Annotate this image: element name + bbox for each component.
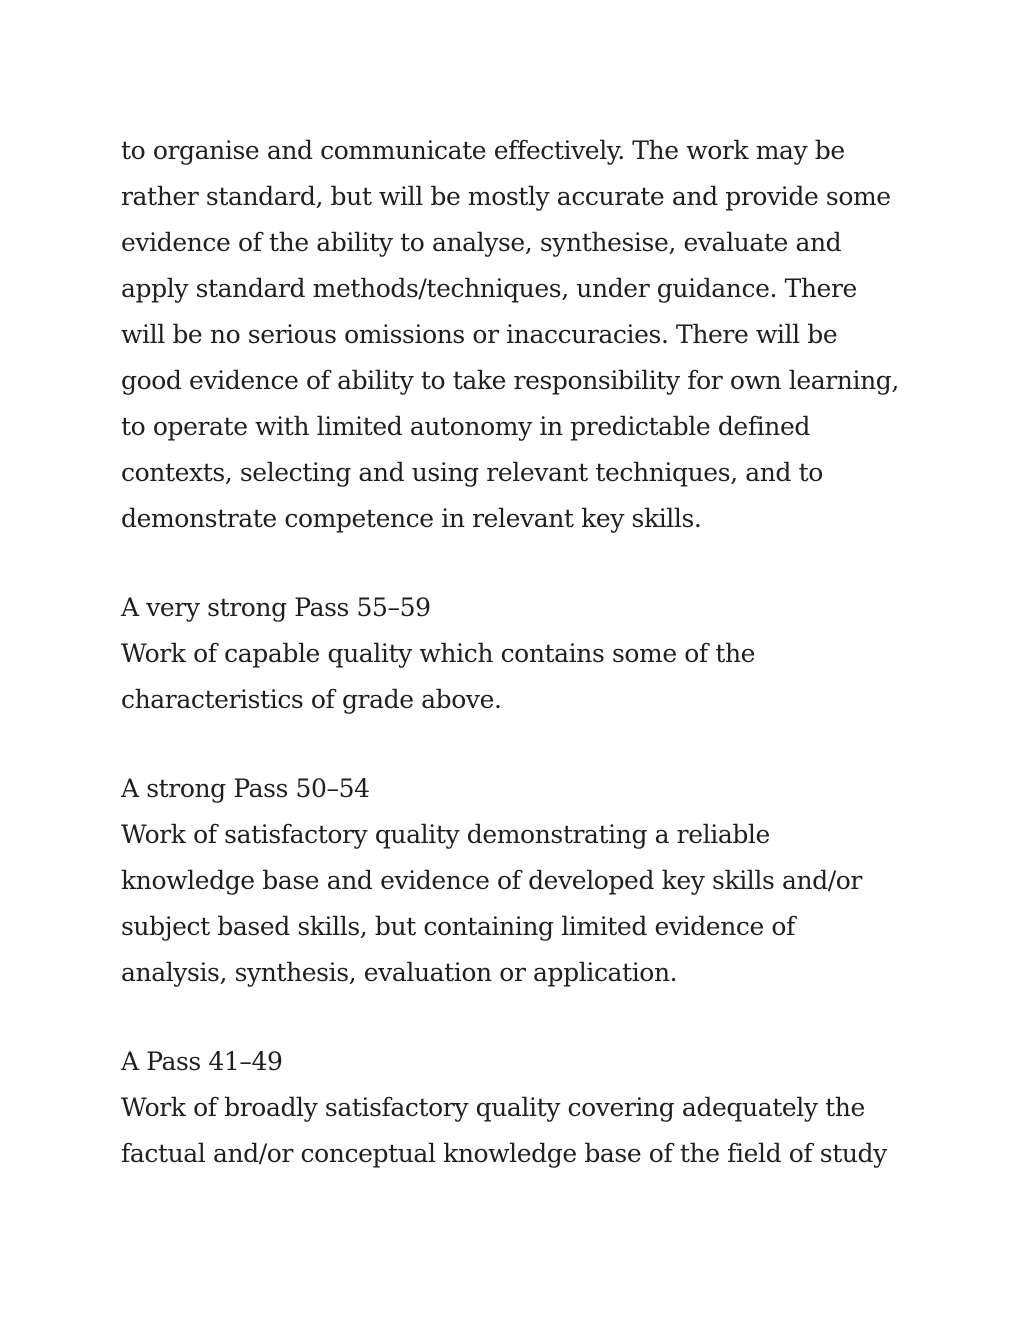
text-line: apply standard methods/techniques, under guidance. There (121, 274, 857, 303)
text-line: knowledge base and evidence of developed key skills and/or (121, 866, 862, 895)
text-line: subject based skills, but containing limited evidence of (121, 912, 795, 941)
text-line: contexts, selecting and using relevant techniques, and to (121, 458, 823, 487)
text-line: analysis, synthesis, evaluation or application. (121, 958, 678, 987)
text-line: Work of broadly satisfactory quality covering adequately the (121, 1093, 865, 1122)
text-line: Work of satisfactory quality demonstrating a reliable (121, 820, 770, 849)
text-line: evidence of the ability to analyse, synthesise, evaluate and (121, 228, 842, 257)
text-line: rather standard, but will be mostly accurate and provide some (121, 182, 891, 211)
text-line: to operate with limited autonomy in predictable defined (121, 412, 810, 441)
continuation-paragraph (121, 128, 911, 542)
grade-heading: A Pass 41–49 (121, 1047, 283, 1076)
paragraph-gap (121, 996, 911, 1039)
text-line: good evidence of ability to take responsibility for own learning, (121, 366, 899, 395)
text-line: will be no serious omissions or inaccuracies. There will be (121, 320, 838, 349)
grade-section-pass (121, 1039, 911, 1177)
document-page (121, 128, 911, 1177)
grade-section-very-strong-pass (121, 585, 911, 723)
paragraph-gap (121, 723, 911, 766)
text-line: to organise and communicate effectively. The work may be (121, 136, 845, 165)
paragraph-gap (121, 542, 911, 585)
grade-heading: A strong Pass 50–54 (121, 774, 370, 803)
grade-section-strong-pass (121, 766, 911, 996)
text-line: factual and/or conceptual knowledge base of the field of study (121, 1139, 887, 1168)
text-line: Work of capable quality which contains some of the (121, 639, 756, 668)
grade-heading: A very strong Pass 55–59 (121, 593, 431, 622)
text-line: characteristics of grade above. (121, 685, 502, 714)
text-line: demonstrate competence in relevant key skills. (121, 504, 702, 533)
